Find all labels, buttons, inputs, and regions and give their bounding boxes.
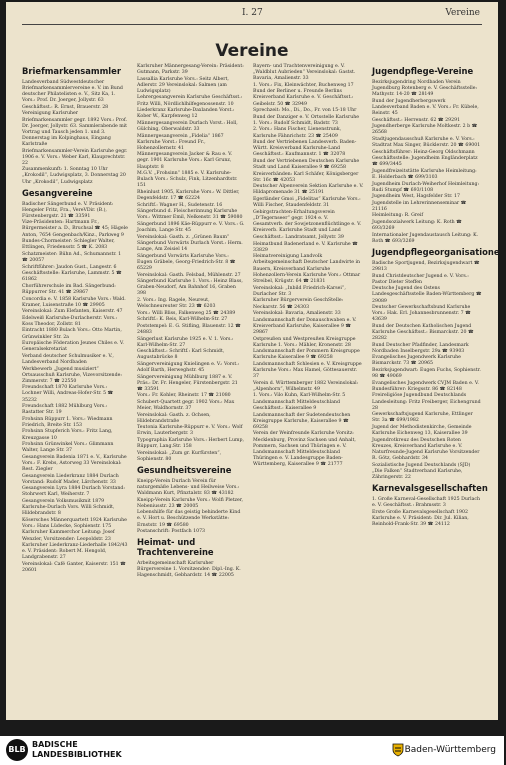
directory-entry: Eintracht 1880 Bulach Vors.: Otto Martin, Grünwinkler Str. 2a — [22, 328, 122, 340]
directory-entry: Männergesangverein „Fidelia“ 1867 Karlsruhe Vorst.: Freund Fr., Hohenzollernstr. 41 — [137, 133, 224, 151]
directory-entry: Bund der Jugendherbergswerk Landesverband Baden e. V. Vors.: Fr. Kübele, Reinstr. 45 — [372, 98, 479, 116]
directory-entry: Vize-Präsidenten: Hartmann Fr., Bürgermeister a. D., Bruchsal ☎ 45; Hägele Anton, 7654 Gengenbach/Kinz., Parkweg 9 — [22, 220, 128, 238]
section-heading: Gesundheitsvereine — [137, 464, 232, 475]
directory-entry: 2. Vors.: Ing. Ragele, Neureut, Welschneureuter Str. 23 ☎ 6203 — [137, 297, 216, 310]
directory-entry: Verband deutscher Schulmusiker e. V., Landesverband Nordbaden — [22, 353, 114, 365]
directory-entry: Vereinigung Karlsruher Briefmarkensammler gegr. 1892 Vors.: Prof. Dr. Joerger, Jollystr. 63. Sammlerabende mit Vortrag und Tausch jeden 1. und 3. Donnerstag im Kolpinghaus, Eingang Karlstraße — [22, 111, 128, 147]
page-number: I. 27 — [242, 8, 263, 18]
directory-entry: Concordia e. V. 1858 Karlsruhe Vors.: Wald. Kramer, Luisenstraße 10 ☎ 29905 — [22, 296, 126, 308]
directory-entry: Kneipp-Verein Karlsruhe Vors.: Wolfi Pletzer, Nebeniusstr. 23 ☎ 20005 — [137, 497, 243, 509]
directory-entry: Rheinlust 1905, Karlsruhe Vors.: W. Dittler, Degenfeldstr. 17 ☎ 62224 — [137, 189, 240, 201]
directory-entry: Landsmannschaft Schlesien e. V. Kreisgruppe Karlsruhe Vors.: Max Hamel, Göttesauerstr. 37 — [253, 361, 362, 380]
directory-entry: Heimleitung: R. Greif — [372, 213, 424, 219]
directory-entry: Sängerbund d. Fleischerinnung Karlsruhe Vors.: Wittmer Emil, Nelkenstr. 31 ☎ 59080 — [137, 209, 243, 221]
directory-entry: Bund der Berliner u. Freunde Berlins Kreisverband Karlsruhe e. V. Geschäftsst.: Geibelstr. 50 ☎ 32949 — [253, 89, 354, 107]
directory-entry: Sängerbund Karlsruhe 1. Vors.: Heinz Blass, Graben-Neudorf, Am Bahnhof 16, Graben 398 — [137, 279, 243, 297]
directory-entry: Sängerbund 1896 Käe-Rüppurr e. V. Vors.: G. Joachim, Lange Str. 45 — [137, 221, 245, 233]
directory-entry: Naturfreunde-Jugend Karlsruhe Vorsitzender R. Götz, Gebhardstr. 34 — [372, 450, 480, 462]
directory-entry: Bayern- und Trachtenvereinigung e. V. „Waldblut Aubrieden“ Vereinslokal: Gastst. Bavaria, Amalienstr. 33 — [253, 64, 356, 82]
section-heading: Jugendpflege-Vereine — [372, 66, 474, 76]
directory-entry: Vors.: Willi Bliss, Falkenweg 25 ☎ 24389 — [137, 310, 236, 316]
directory-entry: Verein d. Württemberger 1882 Vereinslokal: „Alpenhorn“, Wilhelmstr. 49 — [253, 380, 359, 392]
directory-entry: Geschäftsstelle: Jugendheim Engländerplatz ☎ 699/3445 — [372, 156, 478, 168]
state-name: Baden-Württemberg — [404, 745, 496, 755]
directory-entry: Egerländer Gmoi „Fidelitas“ Karlsruhe Vors.: Willi Fischer, Staudenfeldstr. 31 — [253, 196, 361, 209]
viewer-footer — [0, 736, 504, 765]
directory-entry: 1. Vors.: Fix, Kleinwächter, Buchenweg 17 — [253, 82, 354, 88]
directory-entry: Vereinslokal: „Zum gr. Kurfürsten“, Sophienstr. 80 — [137, 450, 222, 462]
directory-entry: Bund Deutscher Pfadfinder, Landesmark Nordbaden Inselbergstr. 29a ☎ 93903 — [372, 342, 469, 354]
directory-entry: Schubert-Quartett gegr. 1902 Vors.: Max Meier, Waldhornstr. 37 — [137, 399, 235, 412]
directory-entry: Freireligiöse Jugendbund Deutschlands Landesleitung: Fritz Freiberger, Eichengrund 28 — [372, 393, 481, 411]
scanned-page — [6, 2, 506, 720]
section-heading: Gesangvereine — [22, 187, 93, 198]
directory-entry: Frohsinn Grünwinkel Vors.: Glimmann Walter, Lange Str. 37 — [22, 442, 114, 454]
directory-entry: Bund der Vertriebenen Landesverb. Baden-Württ. Kreisverband Karlsruhe-Land Geschäftsst.: Kaufmannstr. 1 ☎ 32078 — [253, 140, 357, 158]
directory-entry: Vors.: Fr. Kohler, Rheinstr. 17 ☎ 21080 — [137, 393, 231, 399]
directory-entry: Postanschrift: Postfach 1073 — [137, 529, 206, 535]
directory-entry: Heimatvereinigung Landvolk Arbeitsgemeinschaft Deutscher Landwirte in Bauern, Kreisverband Karlsruhe — [253, 254, 360, 272]
directory-entry: Geschäftsst.: Herrenstr. 62 ☎ 29291 — [372, 117, 461, 123]
directory-entry: Geschäftsführer: Heinz-Georg Oldschmann — [372, 149, 475, 155]
directory-entry: Karlsruher Bürgerverein GeschStelle: Neckarstr. 56 ☎ 24303 — [253, 298, 344, 310]
library-name-line-2: LANDESBIBLIOTHEK — [32, 750, 122, 759]
directory-entry: Geschäftsst.: Landratsamt, Jollystr. 39 — [253, 235, 344, 241]
directory-entry: Jugend der Methodistenkirche, Gemeinde Karlsruhe Eichenweg 13, Kaiserallee 39 — [372, 424, 472, 436]
section-heading: Briefmarkensammler — [22, 66, 121, 76]
directory-entry: Schatzmeister: Bühn Ad., Schumannstr. 1 ☎ 20057 — [22, 251, 122, 263]
directory-entry: Frohsinn Stupferich Vors.: Fritz Lang, Kreuzgasse 10 — [22, 429, 113, 441]
directory-entry: Landsmannschaft Mitteldeutschland Geschäftsst.: Kaiserallee 9 — [253, 399, 340, 412]
directory-entry: Jugendsozialwerk Leitung: K. Roth ☎ 693/3269 — [372, 220, 462, 232]
section-heading: Heimat- und Trachtenvereine — [137, 537, 214, 558]
directory-entry: 1. Vors.: Vilo Kuhn, Karl-Wilhelm-Str. 5 — [253, 393, 346, 399]
directory-entry: Zusammenkunft: 1. Sonntag 10 Uhr „Krokodil“, Ludwigsplatz, 3. Donnerstag 20 Uhr „Krokodil“, Ludwigsplatz — [22, 167, 126, 185]
directory-entry: Teutonia Karlsruhe-Rüppurr e. V. Vors.: Wolf Erwin, Lauterbergstr. 3 — [137, 425, 243, 437]
directory-entry: Männergesangverein Jacker & Rau e. V. gegr. 1901 Karlsruhe Vors.: Karl Grunz, Hauptstr. 8 — [137, 152, 233, 170]
directory-entry: Sängerbund Vorwärts Karlsruhe Vors.: Eugen Gräbele, Georg-Friedrich-Str. 8 ☎ 65229 — [137, 253, 236, 271]
directory-entry: Landsmannschaft der Pommern Kreisgruppe Karlsruhe Kaiserallee 9 ☎ 69258 — [253, 349, 360, 361]
directory-entry: Sängerlust Karlsruhe 1925 e. V. 1. Vors.: Karl-Wilhelm-Str. 27 — [137, 336, 234, 348]
directory-entry: Jugendheim Durlach-Weiherhof Heimleitung: Rudi Stumpf ☎ 693/1108 — [372, 181, 480, 193]
directory-entry: Geschäftsst.: R. Ernst, Brauerstr. 28 — [22, 104, 109, 110]
directory-entry: Karlsruher Liederkranz-Liederhalle 1842/43 e. V. Präsident: Robert M. Hengold, Landgrabenstr. 27 — [22, 543, 128, 561]
directory-entry: Sozialistische Jugend Deutschlands (SJD) „Die Falken“ Stadtverband Karlsruhe, Zähringerstr. 22 — [372, 462, 471, 481]
directory-entry: Jugendstelle im Lehrerinnenseminar ☎ 21116 — [372, 200, 467, 212]
directory-entry: Gesangverein Volksmusikmit 1879 Karlsruhe-Durlach Vors. Willi Schmidt, Hildebrandstr. 8 — [22, 499, 115, 517]
directory-entry: Internationaler Jugendaustausch Leitung: K. Roth ☎ 693/3269 — [372, 232, 479, 244]
directory-entry: Bund der Danziger e. V. Ortsstelle Karlsruhe 1. Vors.: Rudolf Schmidt, Badstr. 73 — [253, 114, 360, 126]
directory-entry: Kösersches Männerquartett 1924 Karlsruhe Vors.: Hans Lüdecke, Sophienstr. 175 — [22, 517, 127, 529]
directory-entry: Poststempel: E. G. Stifling, Blauenstr. 12 ☎ 24883 — [137, 323, 241, 335]
directory-entry: Schriftf.: K. Reis, Karl-Wilhelm-Str. 27 — [137, 317, 228, 323]
directory-entry: Kreisverbänden: Karl Schäfer, Königsberger Str. 16c ☎ 42053 — [253, 171, 359, 183]
directory-entry: Freundschaft 1882 Mühlburg Vors.: Rastatter Str. 19 — [22, 404, 108, 416]
directory-entry: Bezirksjugendwart: Eugen Fuchs, Sophienstr. 98 ☎ 49069 — [372, 368, 481, 380]
directory-entry: Vereinslokal: Gasth. Felsbad, Mühlenstr. 27 — [137, 272, 241, 278]
directory-entry: Badische Sportjugend, Bezirksjugendwart ☎ 29813 — [372, 260, 480, 273]
directory-entry: Sängervereinigung Knielingen e. V.: Vorst.: Adolf Barth, Herweghstr. 45 — [137, 361, 240, 373]
directory-entry: Deutsche Jugend des Ostens Landesgeschäftsstelle Baden-Württemberg ☎ 29089 — [372, 286, 482, 304]
directory-entry: Bezirksjugendring Nordbaden Verein Jugendburg Rotenberg e. V. Geschäftsstelle: Mathystr. 14-20 ☎ 28149 — [372, 80, 478, 98]
directory-entry: Kneipp-Verein Durlach Verein für naturgemäße Lebens- und Heilweise Vors.: Waldmann Kurt, Pfinztalstr. 83 ☎ 43182 — [137, 478, 240, 497]
directory-entry: 1. Große Karneval-Gesellschaft 1925 Durlach e. V. Geschäftsst.: Brahmsstr. 3 — [372, 497, 481, 509]
directory-entry: Schriftführer: Jaudon Gust., Langestr. 6 — [22, 264, 117, 270]
directory-entry: Jugendherberge Karlsruhe Moltkestr. 2 b ☎ 26568 — [372, 124, 478, 136]
directory-entry: Landsmannschaft der Donauschwaben e. V. Kreisverband Karlsruhe, Kaiserallee 9 ☎ 29867 — [253, 317, 357, 335]
directory-entry: Briefmarkensammler-Verein Karlsruhe gegr. 1906 e. V. Vors.: Weber Karl, Klauprechtstr. 22 — [22, 148, 128, 166]
directory-entry: Stadtjugendausschuß Karlsruhe e. V. Vors.: Stadtrat Max Singer, Bücklerstr. 20 ☎ 69001 — [372, 136, 481, 148]
directory-entry: Bund der Deutschen Katholischen Jugend Karlsruhe Geschäftsst.: Bismarckstr. 20 ☎ 28282 — [372, 323, 474, 342]
directory-entry: Gesangverein Liederkranz 1884 Durlach Vorstand: Rudolf Mader, Lärchenstr. 33 — [22, 473, 119, 485]
directory-entry: Geschäftsst.: Schriftf.: Karl Schmidt, Augustabrücke 8 — [137, 349, 225, 361]
header-rule — [22, 24, 482, 25]
directory-entry: Gesamtverb. der Sowjetzonenflüchtlinge e. V. Kreisverb. Karlsruhe Stadt und Land — [253, 222, 362, 234]
directory-entry: Jugendrotkreuz des Deutschen Roten Kreuzes, Kreisverband Karlsruhe e. V. — [372, 437, 463, 449]
state-crest-icon — [392, 743, 404, 757]
directory-entry: Sprechzeit: Mo., Di., Do., Fr. von 15-18 Uhr — [253, 108, 357, 114]
directory-entry: Karlsruher Männergesang-Verein: Präsident: Gutmann, Parkstr. 39 — [137, 64, 244, 76]
directory-entry: Landsmannschaft Mitteldeutschland Thüringen e. V. Landesgruppe Baden-Württemberg, Kaiserallee 9 ☎ 21777 — [253, 450, 343, 468]
directory-entry: M.G.V. „Frohsinn“ 1885 e. V. Karlsruhe-Bulach Vors.: Schulz, Fink, Litzenhardtstr. 151 — [137, 171, 238, 189]
directory-entry: Lehrergesangverein Karlsruhe Geschäftsst.: Fritz Willi, Nördlichlhilfegenossenstr. 10 — [137, 95, 243, 107]
directory-entry: Vereinslokal: Café Ganter, Kaiserstr. 151 ☎ 20601 — [22, 561, 126, 574]
directory-entry: Deutscher Alpenverein Sektion Karlsruhe e. V. Hildapromenade 31 ☎ 25191 — [253, 184, 364, 196]
library-name-line-1: BADISCHE — [32, 740, 78, 749]
column-1 — [22, 64, 128, 710]
blb-logo-icon: BLB — [6, 739, 28, 761]
directory-entry: Evangelisches Jugendwerk CVJM Baden e. V. Bundesführer: Kriegsstr. 86 ☎ 82148 — [372, 380, 479, 392]
directory-entry: Badischer Sängerbund e. V. Präsident: Hengeler Fritz, Fra., VereVDir. (B.), Fürstenbergstr. 21 ☎ 33591 — [22, 201, 114, 219]
directory-entry: Ostpreußen und Westpreußen Kreisgruppe Karlsruhe 1. Vors.: Mähler, Kronenstr. 28 — [253, 336, 356, 348]
directory-entry: Vereinslokal: Bavaria, Amalienstr. 33 — [253, 311, 341, 317]
directory-entry: Erste Große Karnevalsgesellschaft 1902 Karlsruhe e. V. Präsident: Dir. Jul. Kilian, Reinhold-Frank-Str. 39 ☎ 24112 — [372, 509, 469, 528]
page-title: Vereine — [215, 41, 289, 61]
directory-entry: Werkbewerb „Jugend musiziert“ Ortsausschuß Karlsruhe, Vizevorsitzende: Zimmerstr. 7 ☎ 22550 — [22, 366, 122, 384]
directory-entry: Gewerkschaftsjugend Karlsruhe, Ettlinger Str. 3a ☎ 699/1982 — [372, 412, 473, 424]
directory-entry: Männergesangverein Durlach Vorst.: Holl, Gülching, Oberwaldstr. 33 — [137, 120, 238, 132]
column-3 — [253, 64, 364, 710]
directory-entry: 2. Vors.: Hans Fischer, Lienenstrunk, Karlsruhe Fähnrichstr. 23 ☎ 25409 — [253, 127, 342, 139]
directory-entry: Vereinslokal: Gasth. z. „Grünen Baum“ — [137, 234, 230, 240]
directory-entry: Jugendheim West, Hagsfelder Str. 17 — [372, 194, 460, 200]
running-title: Vereine — [445, 8, 480, 18]
directory-entry: Sängervereinigung Mühlburg 1887 e. V. Präs.: Dr. Fr. Hengeler, Fürstenbergstr. 21 ☎ 33591 — [137, 374, 238, 392]
directory-entry: Europäische Föderation Jeunes Chiles e. V. Generalsekretariat — [22, 341, 124, 353]
directory-entry: Freundschaft 1870 Karlsruhe Vors.: Lochner Willi, Andreas-Hofer-Str. 5 ☎ 35232 — [22, 385, 114, 403]
directory-entry: Arbeitsgemeinschaft Karlsruher Bürgervereine 1. Vorsitzender: Dipl.-Ing. K. Hagenschmidt, Gebhardstr. 14 ☎ 22005 — [137, 561, 241, 579]
directory-entry: Heimatbund Badenerland e. V. Karlsruhe ☎ 33829 — [253, 241, 358, 253]
directory-entry: Frohsinn Rüppurr 1. Vors.: Wiedmann Friedrich, Breite Str. 153 — [22, 416, 113, 428]
directory-entry: Gesangverein Badenia 1871 e. V., Karlsruhe Vors.: F. Krebs, Astorweg 33 Vereinslokal: Rest. Ziegler — [22, 454, 127, 473]
column-4 — [372, 64, 506, 710]
section-heading: Karnevalsgesellschaften — [372, 483, 488, 494]
directory-entry: Gesangverein Lyra 1884 Durlach Vorstand: Stohrwert Karl, Weiherstr. 7 — [22, 486, 125, 498]
directory-entry: Hohenzollern-Verein Karlsruhe Vors.: Ottmar Streibel, Krügstr. 64 ☎ 21831 — [253, 273, 361, 285]
directory-entry: Typographia Karlsruhe Vors.: Herbert Lump, Rüppurr, Lang.Str. 158 — [137, 438, 244, 450]
directory-entry: Evangelisches Jugendwerk Karlsruhe Bismarckstr. 73 ☎ 20965 — [372, 355, 461, 367]
directory-entry: Bundes-Chormeister: Schlegler Walter, Ettlingen, Friedensstr. 5 ☎ K. 2083 — [22, 239, 115, 251]
directory-entry: Gebirgstrachten-Erhaltungsverein „D’Tegernseer“ gegr. 1924 e. V. — [253, 209, 335, 221]
directory-entry: Landesverband Südwestdeutscher Briefmarkensammlervereine e. V. im Bund deutscher Philatelisten e. V., Sitz Ka, 1. Vors.: Prof. Dr. Joerger, Jollystr. 63 — [22, 80, 123, 104]
column-2 — [137, 64, 245, 710]
directory-entry: Sängerbund Vorwärts Durlach Vorst.: Herm. Lange, Am Zeisiel 14 — [137, 241, 243, 253]
directory-entry: Jugendfreizeitstätte Karlsruhe Heimleitung: E. Holderbach ☎ 699/3103 — [372, 168, 477, 180]
library-name — [32, 740, 122, 760]
directory-entry: Vereinslokal: „Inbild Friedrich-Karsei“, Durlacher Str. 3 — [253, 285, 346, 297]
directory-entry: Deutscher Gewerkschaftsbund Karlsruhe Vors.: Hak. Erl. Johannesbrunnenstr. 7 ☎ 43639 — [372, 305, 471, 323]
directory-entry: Verein der Weinfreunde Karlsruhe Vorsitz: Mecklenburg, Provinz Sachsen und Anhalt, Pommern, Sachsen und Thüringen e. V. — [253, 431, 356, 449]
directory-entry: Vereinslokal: Gasth. z. Ochsen, Hildebrandstraße — [137, 412, 211, 424]
directory-entry: Liederkranz Karlsruhe-Daxlanden Vorst.: Kober W., Karpfenweg 12 — [137, 108, 235, 120]
directory-entry: Chorführerschule im Bad. Sängerbund: Rüppurrer Str. 41 ☎ 29867 — [22, 283, 116, 295]
directory-entry: Bund Christdeutscher Jugend e. V. Vors.: Pastor Dieter Steffen — [372, 273, 469, 285]
directory-entry: Karlsruher Kammerchor Leitung: Josef Wenzler, Vorsitzender: Leopoldstr. 23 — [22, 530, 115, 542]
directory-entry: Lassallia Karlsruhe Vors.: Seitz Albert, Adlerstr. 29 Vereinslokal: Salmen (am Ludwigsplatz) — [137, 76, 229, 94]
directory-entry: Schriftf.: Wagner H., Sudetenstr. 16 — [137, 202, 223, 208]
directory-entry: Geschäftsstelle: Karlsruhe, Lammstr. 5 ☎ 61862 — [22, 271, 122, 283]
section-heading: Jugendpflegeorganisationen — [372, 246, 506, 257]
directory-entry: Vereinslokal: Zum Elefanten, Kaiserstr. 47 — [22, 309, 123, 315]
directory-entry: Edelweiß Karlsruhe-Durlacherstr. Vors.: Koss Theodor, Zollstr. 81 — [22, 315, 118, 327]
directory-entry: Landsmannschaft der Sudetendeutschen Kreisgruppe Karlsruhe, Kaiserallee 9 ☎ 69258 — [253, 412, 351, 430]
directory-entry: Bund der Vertriebenen Deutschen Karlsruhe Stadt und Land Kaiserallee 9 ☎ 69258 — [253, 158, 360, 170]
directory-entry: Lebenshilfe für das geistig behinderte Kind e. V. Hort u. Beschützende Werkstätte: Ernststr. 19 ☎ 69580 — [137, 510, 241, 528]
